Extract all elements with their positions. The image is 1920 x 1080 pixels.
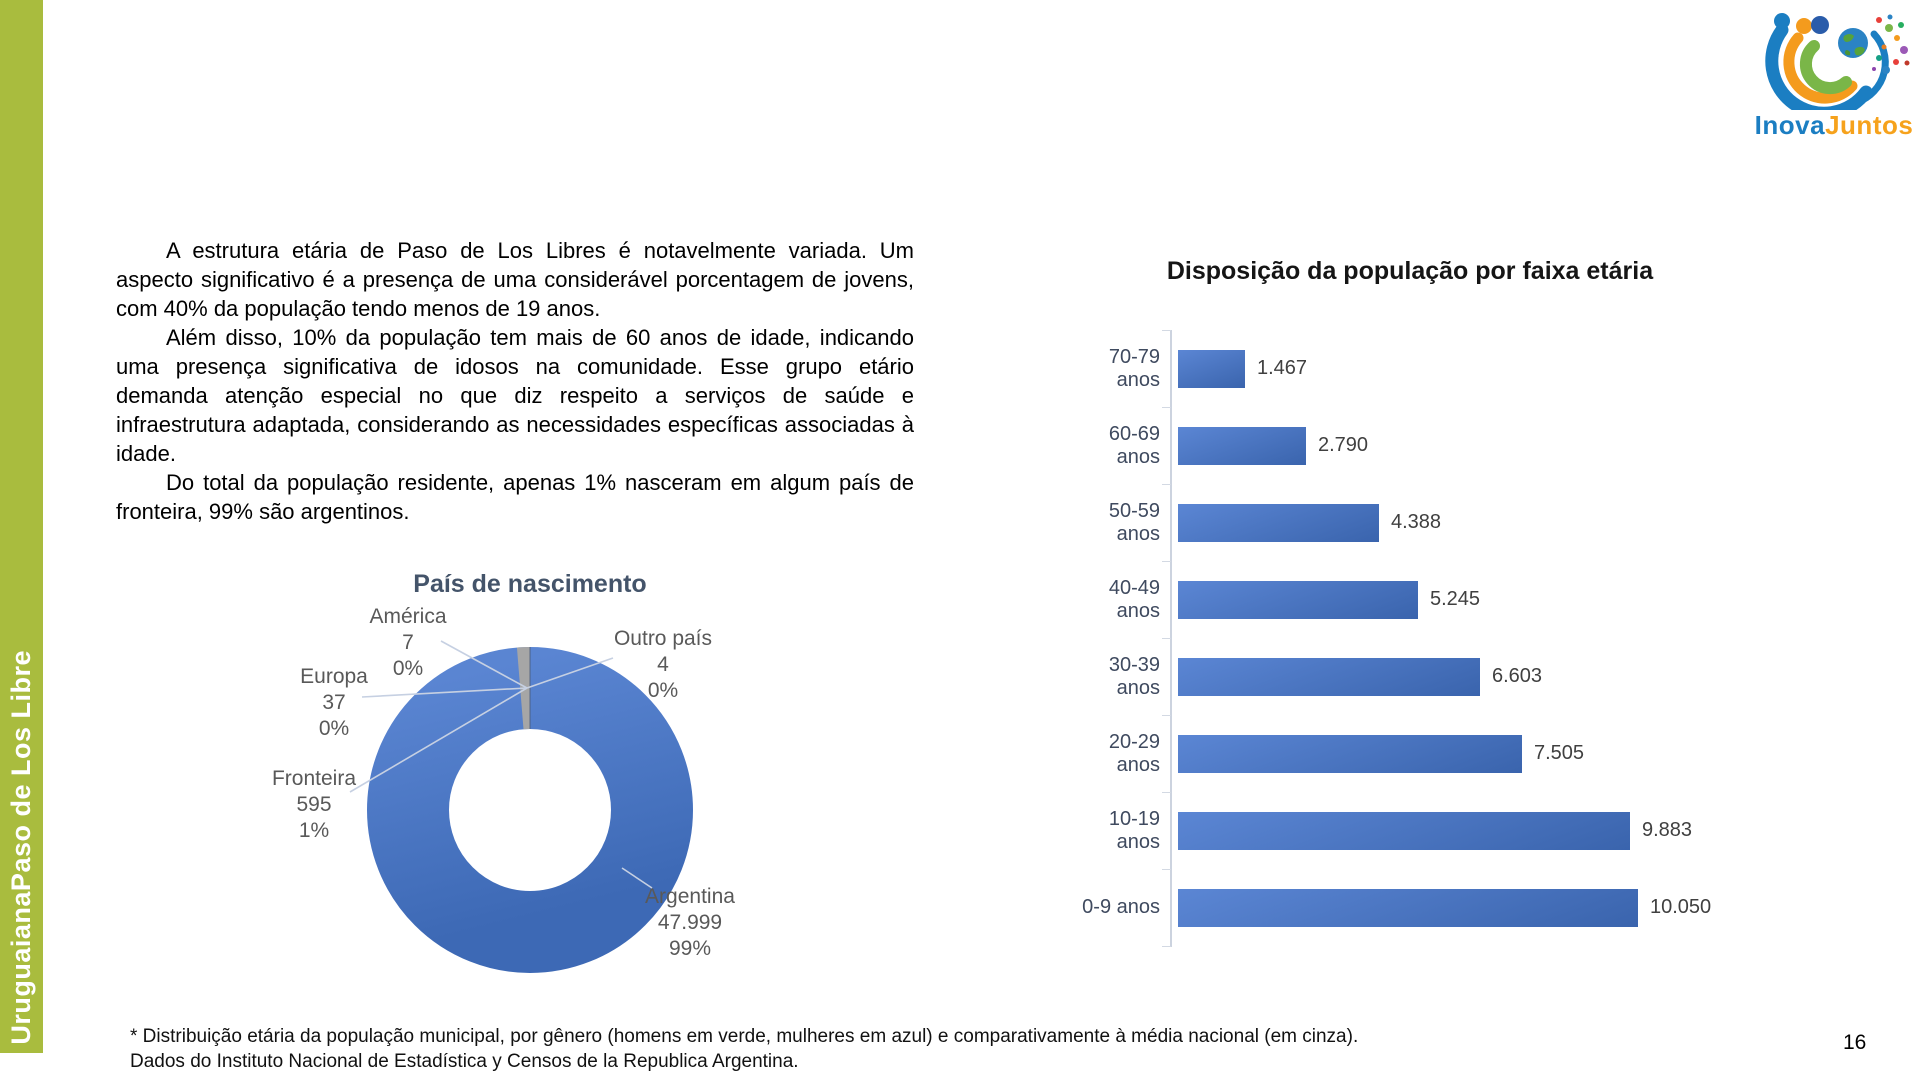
bar-value-label: 6.603 [1492,665,1543,687]
donut-callout-percent: 0% [318,717,350,740]
bar-category-label: 0-9 anos [1082,896,1160,918]
logo-word-inova: Inova [1754,110,1826,140]
left-green-sidebar [0,0,43,1053]
bar-value-label: 10.050 [1650,896,1712,918]
paragraph-birth-country: Do total da população residente, apenas 1% nasceram em algum país de fronteira, 99% são argentinos. [116,470,914,524]
bar-value-label: 4.388 [1391,511,1442,533]
bar-wrap [1178,735,1584,773]
donut-callout-value: 37 [322,691,346,714]
donut-callout-label: Europa [300,665,368,688]
bar-rect [1178,735,1522,773]
bar-row [1060,869,1800,946]
bar-category-label: 20-29 anos [1108,730,1160,776]
bar-rect [1178,658,1480,696]
donut-callout-value: 7 [402,631,414,654]
inovajuntos-logo [1752,6,1916,140]
axis-tick [1162,869,1171,870]
donut-callout-1 [272,766,356,844]
donut-callout-percent: 0% [647,679,679,702]
bar-row [1060,561,1800,638]
bar-rect [1178,504,1379,542]
bar-row [1060,484,1800,561]
paragraph-age-structure: A estrutura etária de Paso de Los Libres é notavelmente variada. Um aspecto significativo é a presença de uma considerável porcentagem de jovens, com 40% da população tendo menos de 19 anos. [116,238,914,321]
logo-blue-head-icon [1774,13,1790,29]
bar-category-label: 40-49 anos [1108,576,1160,622]
bar-row [1060,330,1800,407]
donut-callout-4 [614,626,712,704]
bar-wrap [1178,889,1711,927]
bar-wrap [1178,427,1368,465]
bar-chart-title: Disposição da população por faixa etária [1166,257,1654,285]
donut-callout-percent: 99% [668,937,712,960]
body-text-block [116,236,914,526]
bar-wrap [1178,812,1692,850]
donut-callout-label: Fronteira [271,767,357,790]
bar-category-label: 30-39 anos [1108,653,1160,699]
birth-country-donut-chart [250,566,780,990]
logo-graphic-icon [1752,6,1916,110]
bar-plot-area [1060,330,1800,955]
donut-callout-0 [645,884,735,962]
bar-rect [1178,427,1306,465]
axis-tick [1162,638,1171,639]
axis-tick [1162,946,1171,947]
axis-tick [1162,330,1171,331]
logo-word-juntos: Juntos [1825,110,1914,140]
donut-callout-label: América [369,605,447,628]
donut-callout-value: 47.999 [657,911,723,934]
donut-callout-value: 4 [657,653,669,676]
bar-category-label: 60-69 anos [1108,422,1160,468]
donut-callout-label: Argentina [645,885,735,908]
bar-wrap [1178,581,1480,619]
donut-callout-percent: 1% [298,819,330,842]
axis-tick [1162,715,1171,716]
footnote-line-2: Dados do Instituto Nacional de Estadística y Censos de la Republica Argentina. [130,1051,799,1072]
bar-rect [1178,889,1638,927]
logo-green-swoosh-icon [1806,46,1846,88]
bar-wrap [1178,504,1441,542]
bar-wrap [1178,350,1307,388]
footnote [130,1024,1490,1074]
logo-orange-head-icon [1796,18,1812,34]
bar-value-label: 7.505 [1534,742,1585,764]
bar-value-label: 2.790 [1318,434,1369,456]
sidebar-vertical-title: UruguaianaPaso de Los Libre [6,650,36,1045]
donut-chart-title: País de nascimento [413,570,647,598]
donut-callout-value: 595 [296,793,332,816]
page-number: 16 [1843,1031,1867,1054]
bar-row [1060,407,1800,484]
bar-value-label: 9.883 [1642,819,1693,841]
logo-darkblue-head-icon [1811,16,1829,34]
logo-globe-icon [1838,28,1868,58]
age-distribution-bar-chart [1060,255,1800,995]
bar-category-label: 50-59 anos [1108,499,1160,545]
bar-rect [1178,812,1630,850]
bar-category-label: 70-79 anos [1108,345,1160,391]
logo-wordmark [1752,110,1916,141]
axis-tick [1162,561,1171,562]
donut-callout-label: Outro país [613,627,713,650]
axis-tick [1162,484,1171,485]
bar-row [1060,715,1800,792]
donut-callout-percent: 0% [392,657,424,680]
bar-rect [1178,581,1418,619]
bar-value-label: 5.245 [1430,588,1481,610]
axis-tick [1162,792,1171,793]
axis-tick [1162,407,1171,408]
bar-row [1060,638,1800,715]
bar-value-label: 1.467 [1257,357,1308,379]
donut-callout-3 [369,604,446,682]
bar-wrap [1178,658,1542,696]
donut-callout-2 [300,664,368,742]
bar-row [1060,792,1800,869]
footnote-line-1: * Distribuição etária da população municipal, por gênero (homens em verde, mulheres em azul) e comparativamente à média nacional (em cinza). [130,1026,1359,1047]
bar-rect [1178,350,1245,388]
bar-category-label: 10-19 anos [1108,807,1160,853]
paragraph-elderly: Além disso, 10% da população tem mais de 60 anos de idade, indicando uma presença significativa de idosos na comunidade. Esse grupo etário demanda atenção especial no que diz respeito a serviços de saúde e infraestrutura adaptada, considerando as necessidades específicas associadas à idade. [116,325,914,466]
